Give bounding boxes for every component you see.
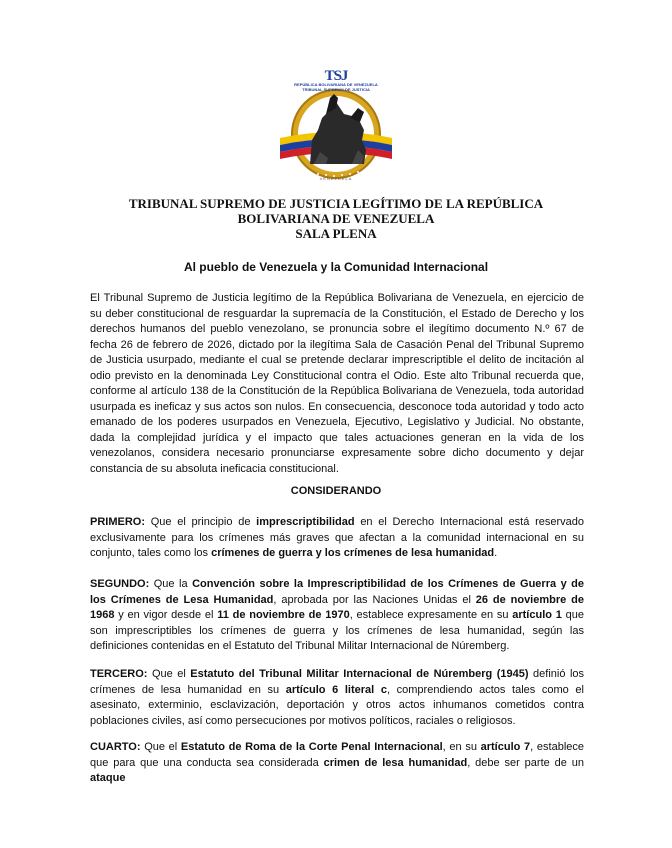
segundo-bold-4: artículo 1	[512, 609, 562, 621]
tercero-text-3: , comprendiendo actos tales como el asesinato, exterminio, esclavización, deportación y otros actos inhumanos cometidos contra poblaciones civiles, así como persecuciones por motivos políticos, raciales o religiosos.	[90, 683, 584, 727]
tsj-seal	[270, 68, 402, 186]
tercero-bold-1: Estatuto del Tribunal Militar Internacional de Núremberg (1945)	[190, 668, 529, 680]
segundo-bold-3: 11 de noviembre de 1970	[217, 609, 350, 621]
primero-label: PRIMERO:	[90, 516, 145, 528]
cuarto-bold-1: Estatuto de Roma de la Corte Penal Internacional	[180, 741, 443, 753]
title-line-3: SALA PLENA	[295, 226, 377, 241]
segundo-text-5: que son imprescriptibles los crímenes de guerra y los crímenes de lesa humanidad, según las definiciones contenidas en el Estatuto del Tribunal Militar Internacional de Núremberg.	[90, 609, 584, 652]
title-line-2: BOLIVARIANA DE VENEZUELA	[237, 211, 435, 226]
segundo-text-3: y en vigor desde el	[114, 609, 218, 621]
seal-line-tribunal: TRIBUNAL SUPREMO DE JUSTICIA	[302, 87, 370, 92]
tercero-text-2: definió los crímenes de lesa humanidad en su	[90, 668, 584, 696]
considerando-tercero	[90, 667, 584, 729]
segundo-text-4: , establece expresamente en su	[349, 609, 513, 621]
title-line-1: TRIBUNAL SUPREMO DE JUSTICIA LEGÍTIMO DE LA REPÚBLICA	[128, 196, 544, 211]
seal-line-republic: REPÚBLICA BOLIVARIANA DE VENEZUELA	[294, 82, 378, 87]
tercero-bold-2: artículo 6 literal c	[285, 683, 387, 696]
document-title	[90, 196, 582, 241]
segundo-bold-1: Convención sobre la Imprescriptibilidad de los Crímenes de Guerra y de los Crímenes de Lesa Humanidad	[90, 578, 584, 606]
considerando-cuarto	[90, 740, 584, 787]
considerando-segundo	[90, 577, 584, 655]
cuarto-bold-4: ataque	[90, 772, 126, 784]
tercero-label: TERCERO:	[90, 668, 148, 680]
considerando-primero	[90, 515, 584, 562]
seal-acronym: TSJ	[324, 68, 348, 84]
cuarto-text-4: , debe ser parte de un	[467, 756, 584, 769]
considerando-heading: CONSIDERANDO	[290, 485, 382, 497]
addressee-heading: Al pueblo de Venezuela y la Comunidad Internacional	[183, 260, 489, 274]
segundo-text-1: Que la	[149, 578, 193, 590]
segundo-label: SEGUNDO:	[90, 578, 150, 590]
primero-text-2: en el Derecho Internacional está reservado exclusivamente para los crímenes más graves que afectan a la comunidad internacional en su conjunto, tales como los	[90, 516, 584, 559]
cuarto-label: CUARTO:	[90, 741, 141, 753]
cuarto-text-3: , establece que para que una conducta sea considerada	[90, 741, 585, 769]
cuarto-bold-3: crimen de lesa humanidad	[323, 756, 468, 769]
segundo-bold-2: 26 de noviembre de 1968	[90, 593, 584, 621]
segundo-text-2: , aprobada por las Naciones Unidas el	[273, 593, 476, 606]
cuarto-text-2: , en su	[442, 741, 481, 753]
tercero-text-1: Que el	[147, 668, 191, 680]
primero-bold-1: imprescriptibilidad	[256, 516, 355, 528]
cuarto-text-1: Que el	[140, 741, 181, 753]
primero-text-3: .	[494, 547, 498, 559]
primero-text-1: Que el principio de	[145, 516, 257, 528]
intro-paragraph: El Tribunal Supremo de Justicia legítimo de la República Bolivariana de Venezuela, en ejercicio de su deber constitucional de resguardar la supremacía de la Constitución, el Estado de Derecho y los derechos humanos del pueblo venezolano, se pronuncia sobre el ilegítimo documento N.º 67 de fecha 26 de febrero de 2026, dictado por la ilegítima Sala de Casación Penal del Tribunal Supremo de Justicia usurpado, mediante el cual se pretende declarar imprescriptible el delito de incitación al odio previsto en la denominada Ley Constitucional contra el Odio. Este alto Tribunal recuerda que, conforme al artículo 138 de la Constitución de la República Bolivariana de Venezuela, toda autoridad usurpada es ineficaz y sus actos son nulos. En consecuencia, desconoce toda autoridad y todo acto emanado de los poderes usurpados en Venezuela, Ejecutivo, Legislativo y Judicial. No obstante, dada la complejidad jurídica y el impacto que tales actuaciones generan en la vida de los venezolanos, considera necesario pronunciarse expresamente sobre dicho documento y dejar constancia de su absoluta ineficacia constitucional.	[90, 292, 584, 475]
cuarto-bold-2: artículo 7	[480, 741, 531, 753]
primero-bold-2: crímenes de guerra y los crímenes de lesa humanidad	[211, 547, 495, 559]
seal-motto: VENEZUELA	[319, 176, 353, 181]
